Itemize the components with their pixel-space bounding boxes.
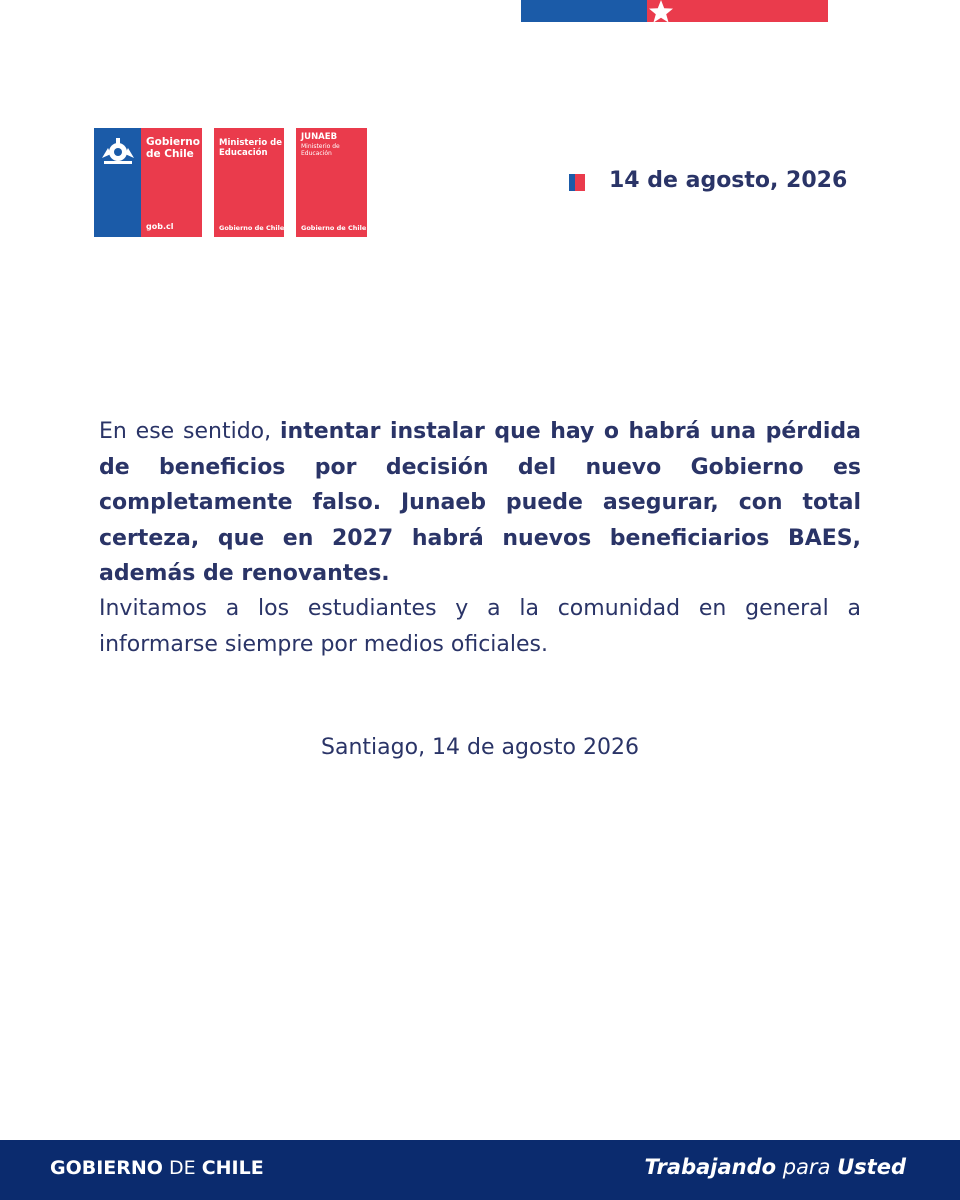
ministerio-logo-footer: Gobierno de Chile xyxy=(219,224,285,232)
footer-bar xyxy=(0,1140,960,1200)
date-flag-mark xyxy=(569,174,585,191)
footer-left-c: CHILE xyxy=(201,1157,264,1179)
footer-gobierno xyxy=(50,1157,264,1179)
coat-of-arms-icon xyxy=(99,134,137,166)
paragraph-2: Invitamos a los estudiantes y a la comunidad en general a informarse siempre por medios oficiales. xyxy=(99,596,861,657)
gobierno-logo-url: gob.cl xyxy=(146,222,174,231)
footer-left-a: GOBIERNO xyxy=(50,1157,163,1179)
junaeb-logo-name: JUNAEB xyxy=(301,132,338,142)
footer-right-c: Usted xyxy=(837,1155,906,1179)
city-date: Santiago, 14 de agosto 2026 xyxy=(321,735,639,760)
junaeb-logo xyxy=(296,128,367,237)
header-date: 14 de agosto, 2026 xyxy=(609,168,848,193)
junaeb-logo-sub: Ministerio de Educación xyxy=(301,143,340,157)
footer-right-a: Trabajando xyxy=(644,1155,777,1179)
paragraph-1 xyxy=(99,414,861,592)
gobierno-logo xyxy=(94,128,202,237)
footer-slogan xyxy=(645,1155,906,1179)
paragraph-1-lead: En ese sentido, xyxy=(99,419,280,444)
gobierno-logo-name: Gobierno de Chile xyxy=(146,136,200,160)
flag-blue xyxy=(521,0,647,22)
ministerio-logo-name: Ministerio de Educación xyxy=(219,138,282,158)
junaeb-logo-footer: Gobierno de Chile xyxy=(301,224,367,232)
ministerio-logo xyxy=(214,128,284,237)
paragraph-1-bold: intentar instalar que hay o habrá una pérdida de beneficios por decisión del nuevo Gobierno es completamente falso. Junaeb puede asegurar, con total certeza, que en 2027 habrá nuevos beneficiarios BAES, además de renovantes. xyxy=(99,419,861,586)
footer-left-b: DE xyxy=(162,1157,202,1179)
star-icon xyxy=(647,0,675,24)
flag-bar xyxy=(521,0,828,22)
footer-right-b: para xyxy=(776,1155,838,1179)
